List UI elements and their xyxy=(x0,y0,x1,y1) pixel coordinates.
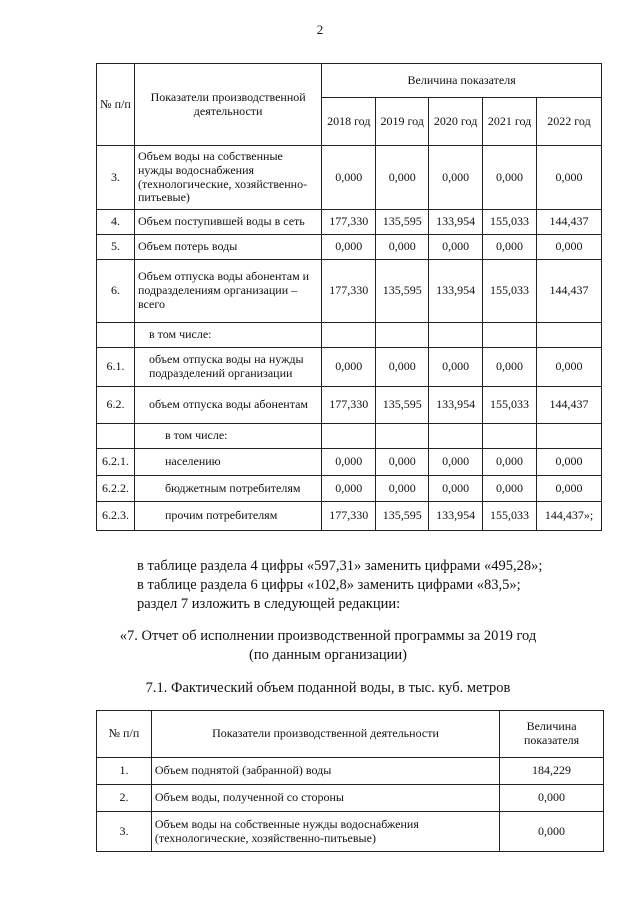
row-name: Объем воды на собственные нужды водоснабжения (технологические, хозяйственно-питьевые) xyxy=(151,812,499,852)
row-value: 155,033 xyxy=(483,260,537,323)
row-value: 155,033 xyxy=(483,502,537,531)
row-num xyxy=(97,424,135,449)
row-value: 177,330 xyxy=(322,387,376,424)
row-num: 3. xyxy=(97,146,135,210)
row-value: 0,000 xyxy=(322,476,376,502)
row-value: 135,595 xyxy=(376,387,429,424)
row-name: в том числе: xyxy=(134,323,321,348)
row-value: 0,000 xyxy=(322,348,376,387)
header-num: № п/п xyxy=(97,64,135,146)
row-value: 0,000 xyxy=(429,476,483,502)
row-value: 155,033 xyxy=(483,210,537,235)
row-value: 0,000 xyxy=(322,449,376,476)
section-title: «7. Отчет об исполнении производственной программы за 2019 год xyxy=(119,628,537,644)
row-num: 6.2.2. xyxy=(97,476,135,502)
section-title-note: (по данным организации) xyxy=(248,647,407,663)
row-value: 0,000 xyxy=(376,146,429,210)
row-value: 0,000 xyxy=(376,476,429,502)
row-value: 135,595 xyxy=(376,260,429,323)
table-row xyxy=(97,235,602,260)
header-num: № п/п xyxy=(97,711,152,758)
water-supply-table xyxy=(96,710,604,852)
row-value: 0,000 xyxy=(483,476,537,502)
row-value xyxy=(483,424,537,449)
row-value: 144,437 xyxy=(537,260,602,323)
row-num: 5. xyxy=(97,235,135,260)
row-value xyxy=(376,323,429,348)
row-value: 0,000 xyxy=(429,449,483,476)
row-name: Объем потерь воды xyxy=(134,235,321,260)
row-value: 0,000 xyxy=(429,348,483,387)
row-name: Объем поднятой (забранной) воды xyxy=(151,758,499,785)
row-value: 0,000 xyxy=(429,235,483,260)
row-value: 133,954 xyxy=(429,260,483,323)
row-num: 6.1. xyxy=(97,348,135,387)
row-value: 135,595 xyxy=(376,502,429,531)
row-value: 0,000 xyxy=(537,146,602,210)
row-value: 0,000 xyxy=(322,235,376,260)
header-year: 2018 год xyxy=(322,98,376,146)
table-row xyxy=(97,210,602,235)
row-value: 0,000 xyxy=(537,348,602,387)
row-value: 177,330 xyxy=(322,210,376,235)
row-value: 144,437»; xyxy=(537,502,602,531)
page-number: 2 xyxy=(316,22,324,37)
header-year: 2021 год xyxy=(483,98,537,146)
row-value xyxy=(322,323,376,348)
row-name: Объем поступившей воды в сеть xyxy=(134,210,321,235)
row-value: 0,000 xyxy=(483,235,537,260)
row-value: 0,000 xyxy=(483,449,537,476)
row-value: 0,000 xyxy=(483,348,537,387)
row-num xyxy=(97,323,135,348)
header-indicators: Показатели производственной деятельности xyxy=(134,64,321,146)
table-row xyxy=(97,758,604,785)
table-row xyxy=(97,348,602,387)
table-row xyxy=(97,502,602,531)
header-value: Величина показателя xyxy=(322,64,602,98)
row-value: 0,000 xyxy=(322,146,376,210)
row-num: 6.2.1. xyxy=(97,449,135,476)
row-value xyxy=(322,424,376,449)
paragraph: в таблице раздела 4 цифры «597,31» заменить цифрами «495,28»; xyxy=(137,558,543,574)
row-name: в том числе: xyxy=(134,424,321,449)
row-value: 0,000 xyxy=(500,812,604,852)
row-value: 0,000 xyxy=(376,449,429,476)
table-row xyxy=(97,812,604,852)
row-value: 144,437 xyxy=(537,210,602,235)
row-name: прочим потребителям xyxy=(134,502,321,531)
row-name: Объем воды, полученной со стороны xyxy=(151,785,499,812)
row-value: 0,000 xyxy=(483,146,537,210)
row-name: объем отпуска воды абонентам xyxy=(134,387,321,424)
row-num: 1. xyxy=(97,758,152,785)
row-value: 133,954 xyxy=(429,502,483,531)
row-num: 2. xyxy=(97,785,152,812)
table-row xyxy=(97,146,602,210)
row-name: Объем отпуска воды абонентам и подразделениям организации – всего xyxy=(134,260,321,323)
row-value: 177,330 xyxy=(322,502,376,531)
row-value: 0,000 xyxy=(376,235,429,260)
table-row xyxy=(97,449,602,476)
table-row xyxy=(97,260,602,323)
header-year: 2022 год xyxy=(537,98,602,146)
row-value: 133,954 xyxy=(429,387,483,424)
row-num: 3. xyxy=(97,812,152,852)
header-value: Величина показателя xyxy=(500,711,604,758)
table-row xyxy=(97,323,602,348)
row-value: 155,033 xyxy=(483,387,537,424)
row-value xyxy=(537,323,602,348)
row-name: бюджетным потребителям xyxy=(134,476,321,502)
row-value xyxy=(376,424,429,449)
row-value xyxy=(537,424,602,449)
subsection-title: 7.1. Фактический объем поданной воды, в тыс. куб. метров xyxy=(145,680,511,696)
row-value: 0,000 xyxy=(537,476,602,502)
row-num: 4. xyxy=(97,210,135,235)
row-num: 6.2.3. xyxy=(97,502,135,531)
row-value xyxy=(429,323,483,348)
row-value: 0,000 xyxy=(537,235,602,260)
row-value: 133,954 xyxy=(429,210,483,235)
row-value: 135,595 xyxy=(376,210,429,235)
row-value: 144,437 xyxy=(537,387,602,424)
row-value: 0,000 xyxy=(500,785,604,812)
row-name: Объем воды на собственные нужды водоснабжения (технологические, хозяйственно-питьевые) xyxy=(134,146,321,210)
row-name: населению xyxy=(134,449,321,476)
table-row xyxy=(97,476,602,502)
row-value: 0,000 xyxy=(376,348,429,387)
row-value: 0,000 xyxy=(537,449,602,476)
table-row xyxy=(97,424,602,449)
row-num: 6.2. xyxy=(97,387,135,424)
paragraph: в таблице раздела 6 цифры «102,8» заменить цифрами «83,5»; xyxy=(137,577,521,593)
table-row xyxy=(97,785,604,812)
table-row xyxy=(97,387,602,424)
row-value: 0,000 xyxy=(429,146,483,210)
row-value: 184,229 xyxy=(500,758,604,785)
header-year: 2019 год xyxy=(376,98,429,146)
header-indicators: Показатели производственной деятельности xyxy=(151,711,499,758)
header-year: 2020 год xyxy=(429,98,483,146)
row-value xyxy=(483,323,537,348)
row-name: объем отпуска воды на нужды подразделений организации xyxy=(134,348,321,387)
row-num: 6. xyxy=(97,260,135,323)
row-value xyxy=(429,424,483,449)
paragraph: раздел 7 изложить в следующей редакции: xyxy=(137,596,401,612)
row-value: 177,330 xyxy=(322,260,376,323)
production-indicators-table xyxy=(96,63,602,531)
